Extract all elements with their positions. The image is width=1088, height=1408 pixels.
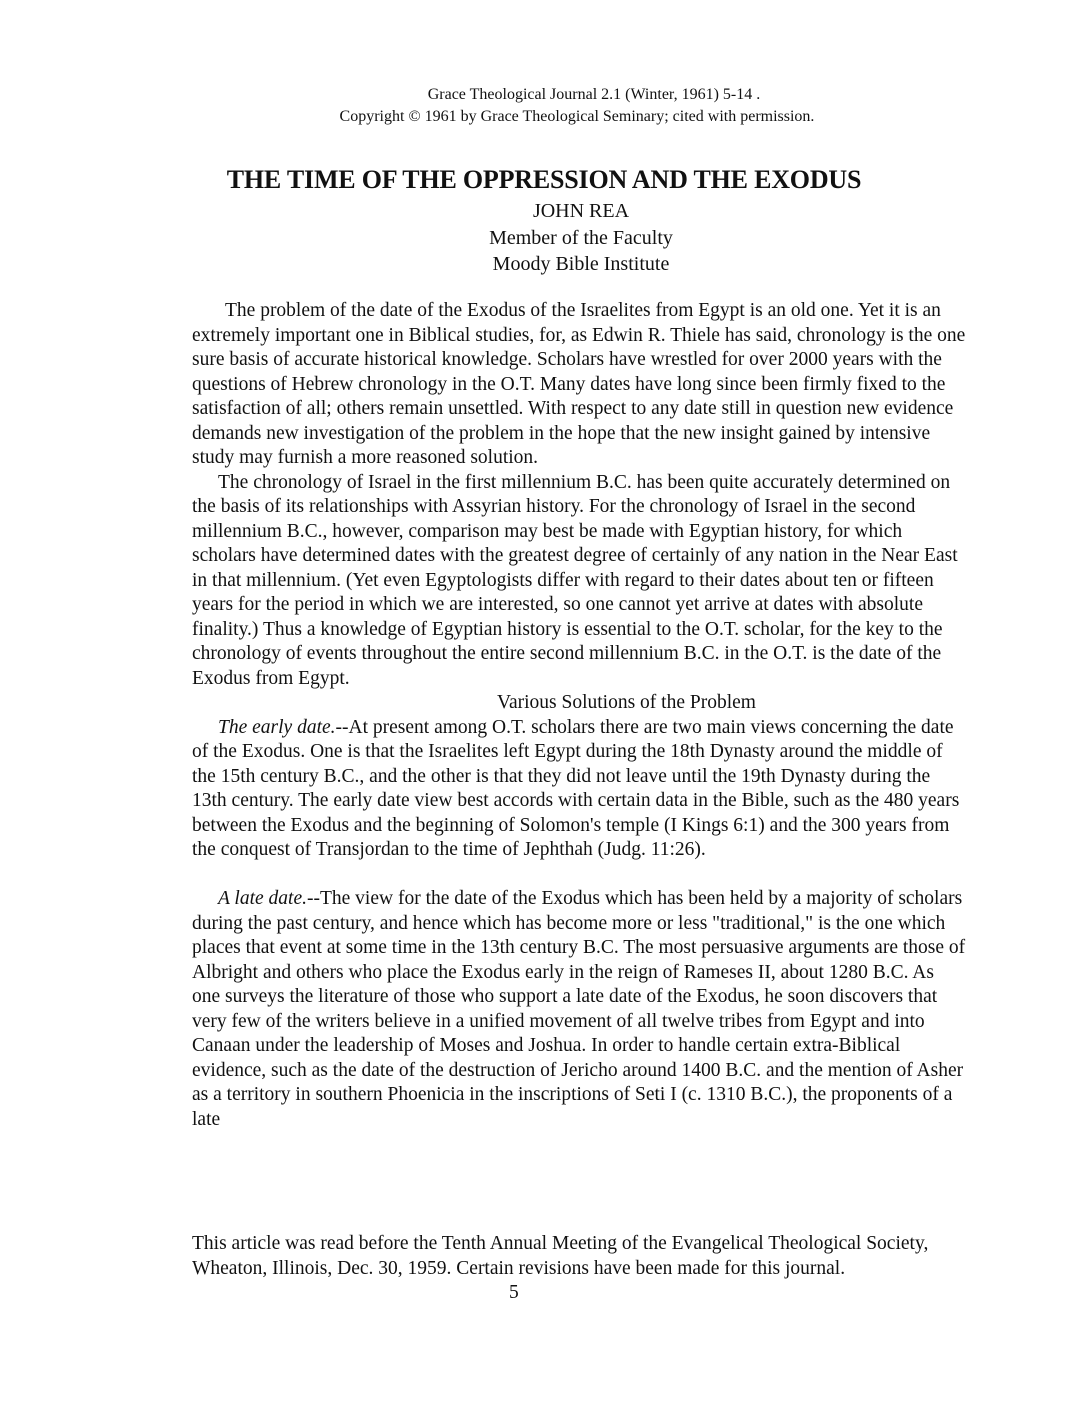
article-body	[192, 299, 966, 1132]
copyright-line: Copyright © 1961 by Grace Theological Seminary; cited with permission.	[339, 108, 815, 125]
page-number: 5	[509, 1282, 519, 1303]
early-date-paragraph	[192, 716, 966, 863]
journal-citation	[0, 84, 1088, 128]
late-date-paragraph	[192, 887, 966, 1132]
author-name: JOHN REA	[532, 200, 630, 222]
late-date-label: A late date.	[218, 888, 307, 909]
late-date-text: --The view for the date of the Exodus which has been held by a majority of scholars during the past century, and hence which has become more or less "traditional," is the one which places that event at some time in the 13th century B.C. The most persuasive arguments are those of Albright and others who place the Exodus early in the reign of Rameses II, about 1280 B.C. As one surveys the literature of those who support a late date of the Exodus, he soon discovers that very few of the writers believe in a unified movement of all twelve tribes from Egypt and into Canaan under the leadership of Moses and Joshua. In order to handle certain extra-Biblical evidence, such as the date of the destruction of Jericho around 1400 B.C. and the mention of Asher as a territory in southern Phoenicia in the inscriptions of Seti I (c. 1310 B.C.), the proponents of a late	[192, 888, 966, 1130]
paragraph-gap	[192, 863, 966, 888]
body-paragraph-1: The problem of the date of the Exodus of the Israelites from Egypt is an old one. Yet it is an extremely important one in Biblical studies, for, as Edwin R. Thiele has said, chronology is the one sure basis of accurate historical knowledge. Scholars have wrestled for over 2000 years with the questions of Hebrew chronology in the O.T. Many dates have long since been firmly fixed to the satisfaction of all; others remain unsettled. With respect to any date still in question new evidence demands new investigation of the problem in the hope that the new insight gained by intensive study may furnish a more reasoned solution.	[192, 300, 966, 468]
body-paragraph-2: The chronology of Israel in the first millennium B.C. has been quite accurately determined on the basis of its relationships with Assyrian history. For the chronology of Israel in the second millennium B.C., however, comparison may best be made with Egyptian history, for which scholars have determined dates with the greatest degree of certainly of any nation in the Near East in that millennium. (Yet even Egyptologists differ with regard to their dates about ten or fifteen years for the period in which we are interested, so one cannot yet arrive at dates with absolute finality.) Thus a knowledge of Egyptian history is essential to the O.T. scholar, for the key to the chronology of events throughout the entire second millennium B.C. in the O.T. is the date of the Exodus from Egypt.	[192, 471, 958, 689]
citation-line-1: Grace Theological Journal 2.1 (Winter, 1961) 5-14 .	[427, 86, 761, 103]
footnote: This article was read before the Tenth Annual Meeting of the Evangelical Theological Society, Wheaton, Illinois, Dec. 30, 1959. Certain revisions have been made for this journal.	[192, 1233, 929, 1279]
section-heading: Various Solutions of the Problem	[497, 692, 756, 713]
early-date-text: --At present among O.T. scholars there are two main views concerning the date of the Exodus. One is that the Israelites left Egypt during the 18th Dynasty around the middle of the 15th century B.C., and the other is that they did not leave until the 19th Dynasty during the 13th century. The early date view best accords with certain data in the Bible, such as the 480 years between the Exodus and the beginning of Solomon's temple (I Kings 6:1) and the 300 years from the conquest of Transjordan to the time of Jephthah (Judg. 11:26).	[192, 716, 960, 860]
affiliation-line-2: Moody Bible Institute	[492, 253, 670, 275]
byline	[0, 198, 1088, 278]
article-title: THE TIME OF THE OPPRESSION AND THE EXODUS	[226, 165, 862, 194]
affiliation-line-1: Member of the Faculty	[489, 226, 673, 249]
early-date-label: The early date.	[218, 716, 336, 738]
